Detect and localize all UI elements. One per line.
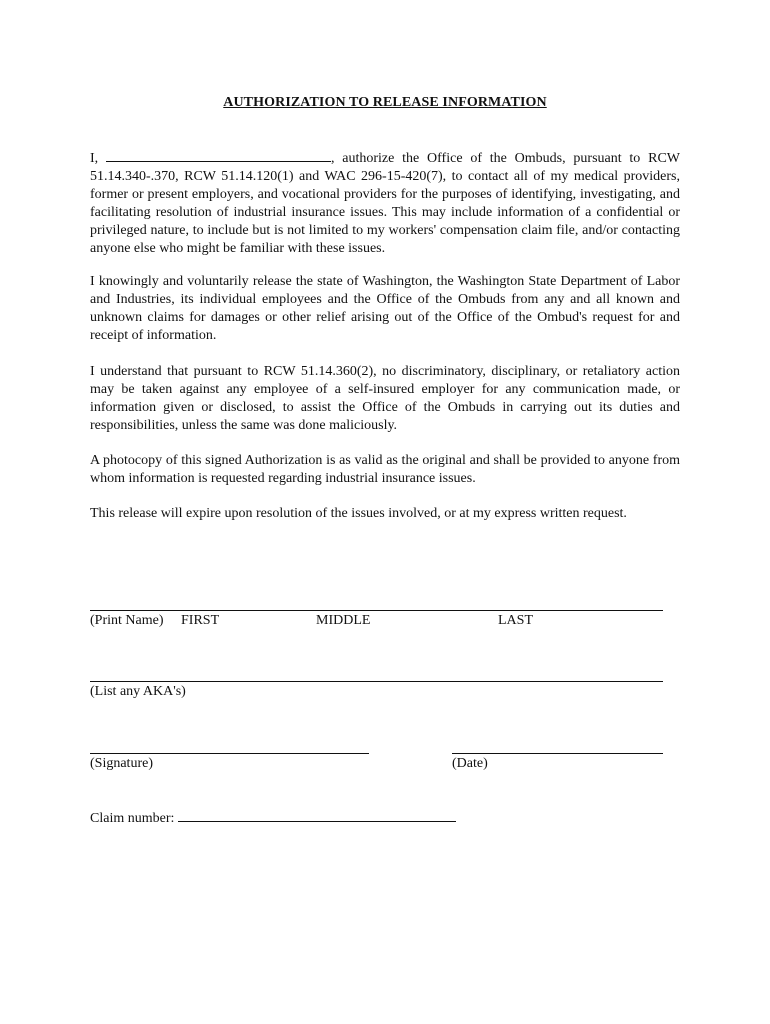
print-name-label: (Print Name): [90, 613, 164, 628]
signature-label: (Signature): [90, 756, 153, 771]
claim-number-field[interactable]: [178, 808, 456, 822]
last-name-label: LAST: [498, 613, 533, 628]
document-title: AUTHORIZATION TO RELEASE INFORMATION: [223, 95, 547, 110]
date-line[interactable]: [452, 753, 663, 754]
first-name-label: FIRST: [181, 613, 220, 628]
paragraph-prefix: I,: [90, 151, 99, 166]
paragraph-authorization-text: , authorize the Office of the Ombuds, pursuant to RCW 51.14.340-.370, RCW 51.14.120(1) and WAC 296-15-420(7), to contact all of my medical providers, former or present employers, and vocational providers for the purposes of identifying, investigating, and facilitating resolution of industrial insurance issues. This may include information of a confidential or privileged nature, to include but is not limited to my workers' compensation claim file, and/or contacting anyone else who might be familiar with these issues.: [90, 151, 680, 256]
signature-line[interactable]: [90, 753, 369, 754]
date-label: (Date): [452, 756, 488, 771]
name-blank-field[interactable]: [106, 148, 331, 162]
paragraph-release: I knowingly and voluntarily release the state of Washington, the Washington State Department of Labor and Industries, its individual employees and the Office of the Ombuds from any and all known and unknown claims for damages or other relief arising out of the Office of the Ombud's request for and receipt of information.: [90, 274, 680, 343]
print-name-line[interactable]: [90, 610, 663, 611]
paragraph-photocopy: A photocopy of this signed Authorization is as valid as the original and shall be provided to anyone from whom information is requested regarding industrial insurance issues.: [90, 453, 680, 486]
paragraph-authorization: [90, 148, 680, 258]
paragraph-expiration: This release will expire upon resolution of the issues involved, or at my express written request.: [90, 506, 627, 521]
aka-line[interactable]: [90, 681, 663, 682]
paragraph-retaliation: I understand that pursuant to RCW 51.14.360(2), no discriminatory, disciplinary, or retaliatory action may be taken against any employee of a self-insured employer for any communication made, or information given or disclosed, to assist the Office of the Ombuds in carrying out its duties and responsibilities, unless the same was done maliciously.: [90, 364, 680, 433]
aka-label: (List any AKA's): [90, 684, 186, 699]
middle-name-label: MIDDLE: [316, 613, 371, 628]
claim-number-label: Claim number:: [90, 811, 175, 826]
claim-number-row: [90, 808, 456, 828]
